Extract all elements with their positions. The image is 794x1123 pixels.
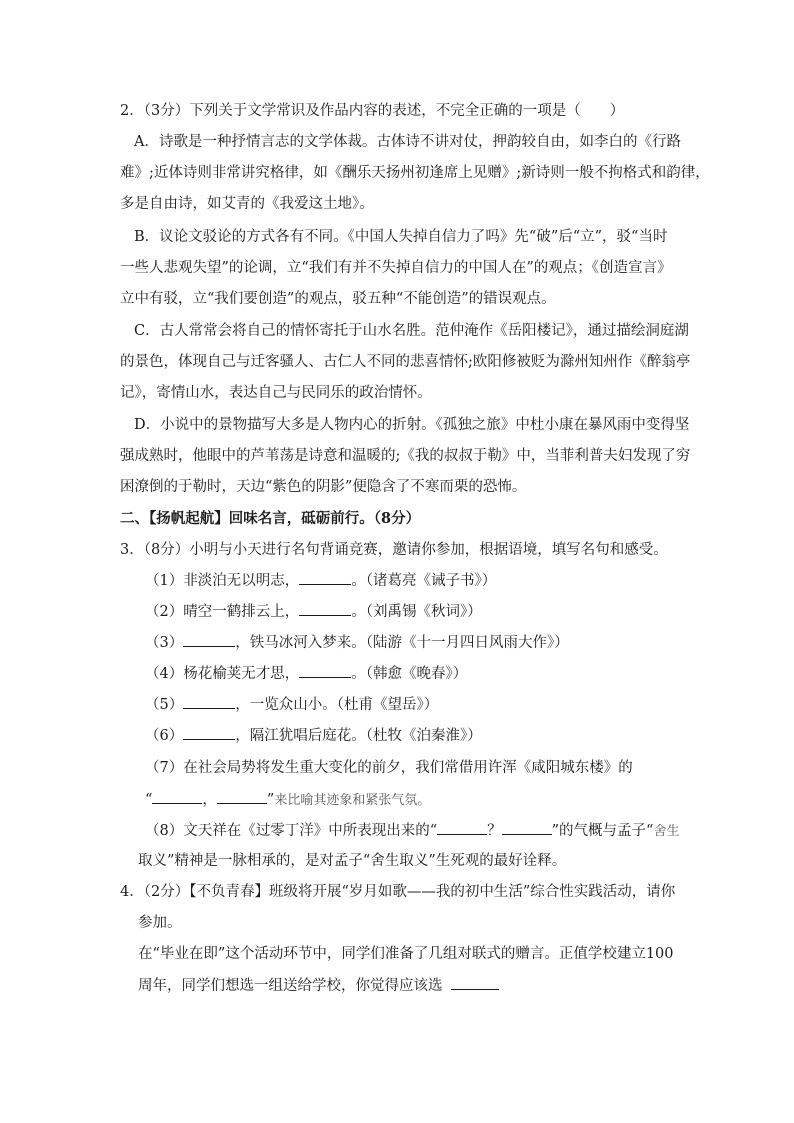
q3-item-7-comma: ，: [202, 792, 217, 808]
q3-item-8-pre: （8）文天祥在《过零丁洋》中所表现出来的“: [145, 823, 438, 839]
q3-item-3-post: ，铁马冰河入梦来。（陆游《十一月四日风雨大作》）: [235, 635, 569, 651]
q2-option-c-line-3: 记》，寄情山水，表达自己与民同乐的政治情怀。: [120, 385, 432, 401]
q2-option-a-line-1: A．诗歌是一种抒情言志的文学体裁。古体诗不讲对仗，押韵较自由，如李白的《行路: [134, 134, 681, 150]
q3-item-8-line-2: 取义”精神是一脉相承的，是对孟子“舍生取义”生死观的最好诠释。: [138, 853, 567, 869]
q2-option-d-line-2: 强成熟时，他眼中的芦苇荡是诗意和温暖的;《我的叔叔于勒》中，当菲利普夫妇发现了穷: [120, 448, 691, 464]
q3-item-7-line-1: （7）在社会局势将发生重大变化的前夕，我们常借用许浑《咸阳城东楼》的: [145, 760, 633, 776]
q4-stem-line-1: 4．（2分）【不负青春】班级将开展“岁月如歌——我的初中生活”综合性实践活动，请你: [120, 884, 676, 900]
q2-option-c-line-2: 的景色，体现自己与迁客骚人、古仁人不同的悲喜情怀;欧阳修被贬为滁州知州作《醉翁亭: [120, 354, 691, 370]
q3-item-7-blank-1[interactable]: [152, 789, 202, 804]
q3-item-4-post: 。（韩愈《晚春》）: [351, 666, 468, 682]
q4-text-line-2: [138, 975, 499, 996]
q2-option-a-line-3: 多是自由诗，如艾青的《我爱这土地》。: [120, 196, 374, 212]
q4-stem-line-2: 参加。: [138, 915, 182, 931]
q3-item-2-post: 。（刘禹锡《秋词》）: [351, 604, 482, 620]
q3-item-4-blank[interactable]: [299, 663, 351, 678]
q3-item-6-pre: （6）: [145, 728, 184, 744]
q4-answer-blank[interactable]: [451, 975, 499, 990]
q3-item-5-blank[interactable]: [183, 694, 235, 709]
q2-option-b-line-3: 立中有驳，立“我们要创造”的观点，驳五种“不能创造”的错误观点。: [120, 291, 556, 307]
q3-item-8-post: ”的气概与孟子“: [551, 823, 654, 839]
q3-item-3-pre: （3）: [145, 635, 184, 651]
q3-item-6-blank[interactable]: [183, 725, 235, 740]
q2-option-c-line-1: C．古人常常会将自己的情怀寄托于山水名胜。范仲淹作《岳阳楼记》，通过描绘洞庭湖: [134, 323, 689, 339]
q4-text-line-1: 在“毕业在即”这个活动环节中，同学们准备了几组对联式的赠言。正值学校建立100: [138, 946, 674, 962]
q2-option-b-line-1: B．议论文驳论的方式各有不同。《中国人失掉自信力了吗》先“破”后“立”，驳“当时: [134, 229, 668, 245]
q3-stem: 3．（8分）小明与小天进行名句背诵竞赛，邀请你参加，根据语境，填写名句和感受。: [120, 542, 668, 558]
q3-item-1-blank[interactable]: [299, 570, 351, 585]
q3-item-5: [145, 694, 438, 715]
section-2-heading: 二、【扬帆起航】回味名言，砥砺前行。（8分）: [120, 510, 421, 527]
q3-item-1: [145, 570, 496, 591]
q2-option-a-line-2: 难》;近体诗则非常讲究格律，如《酬乐天扬州初逢席上见赠》;新诗则一般不拘格式和韵律，: [120, 165, 710, 181]
q3-item-8-blank-1[interactable]: [437, 820, 487, 835]
q3-item-7-tail: 来比喻其迹象和紧张气氛。: [274, 793, 431, 808]
q3-item-6: [145, 725, 482, 746]
q2-stem: 2．（3分）下列关于文学常识及作品内容的表述，不完全正确的一项是（ ）: [120, 103, 625, 119]
q3-item-8-tail: 舍生: [653, 824, 680, 839]
q3-item-7-close-quote: ”: [266, 792, 275, 808]
q3-item-8-line-1: [145, 820, 679, 842]
q3-item-4-pre: （4）杨花榆荚无才思，: [145, 666, 300, 682]
q3-item-8-blank-2[interactable]: [502, 820, 552, 835]
q3-item-7-open-quote: “: [145, 792, 153, 808]
q2-option-d-line-3: 困潦倒的于勒时，天边“紫色的阴影”便隐含了不寒而栗的恐怖。: [120, 479, 527, 495]
q4-text-line-2-content: 周年，同学们想选一组送给学校，你觉得应该选: [138, 978, 443, 994]
q3-item-2-pre: （2）晴空一鹤排云上，: [145, 604, 300, 620]
q3-item-3-blank[interactable]: [183, 632, 235, 647]
q3-item-1-post: 。（诸葛亮《诫子书》）: [351, 573, 497, 589]
q3-item-5-pre: （5）: [145, 697, 184, 713]
q2-option-d-line-1: D．小说中的景物描写大多是人物内心的折射。《孤独之旅》中杜小康在暴风雨中变得坚: [134, 417, 690, 433]
q3-item-4: [145, 663, 467, 684]
q3-item-1-pre: （1）非淡泊无以明志，: [145, 573, 300, 589]
q3-item-3: [145, 632, 569, 653]
q3-item-8-mid: ？: [487, 823, 502, 839]
q3-item-6-post: ，隔江犹唱后庭花。（杜牧《泊秦淮》）: [235, 728, 482, 744]
q3-item-7-line-2: [145, 789, 430, 811]
q3-item-2: [145, 601, 482, 622]
q3-item-5-post: ，一览众山小。（杜甫《望岳》）: [235, 697, 439, 713]
q3-item-7-blank-2[interactable]: [217, 789, 267, 804]
q3-item-2-blank[interactable]: [299, 601, 351, 616]
q2-option-b-line-2: 一些人悲观失望”的论调，立“我们有并不失掉自信力的中国人在”的观点；《创造宣言》: [120, 260, 672, 276]
